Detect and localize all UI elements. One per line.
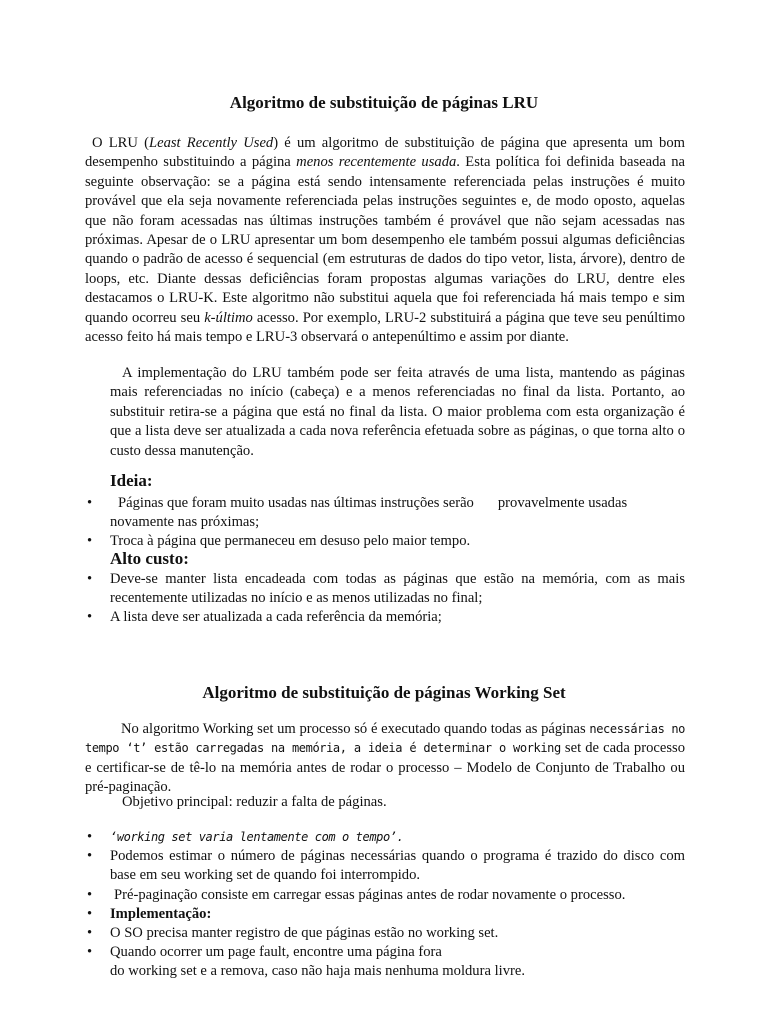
text-run-mono: necessárias no tempo ‘t’ estão carregadas na memória, a ideia é determinar o working	[85, 722, 686, 756]
text-run: ) é um algoritmo de substituição de página que apresenta um bom desempenho substituindo a página	[85, 135, 685, 171]
working-set-list	[85, 828, 685, 982]
term-emphasis: Least Recently Used	[148, 135, 274, 151]
list-item-text: do working set e a remova, caso não haja mais nenhuma moldura livre.	[110, 963, 525, 980]
list-item	[85, 905, 685, 924]
list-item	[85, 494, 685, 532]
text-run: O LRU (	[92, 135, 149, 151]
list-item: • Deve-se manter lista encadeada com todas as páginas que estão na memória, com as mais recentemente utilizadas no início e as menos utilizadas no final;	[85, 570, 685, 608]
list-item: • Troca à página que permaneceu em desuso pelo maior tempo.	[85, 532, 685, 551]
list-item-text: provavelmente usadas novamente nas próximas;	[110, 495, 628, 531]
text-run: set de cada processo e certificar-se de tê-lo na memória antes de rodar o processo – Modelo de Conjunto de Trabalho ou pré-paginação.	[85, 740, 685, 796]
term-emphasis: k-último	[204, 309, 253, 326]
list-item: • A lista deve ser atualizada a cada referência da memória;	[85, 608, 685, 627]
list-item-text: Implementação:	[110, 905, 212, 922]
list-item: • Podemos estimar o número de páginas necessárias quando o programa é trazido do disco com base em seu working set de quando foi interrompido.	[85, 847, 685, 885]
text-run: acesso. Por exemplo, LRU-2 substituirá a página que teve seu penúltimo acesso feito há mais tempo e LRU-3 observará o antepenúltimo e assim por diante.	[85, 309, 685, 346]
alto-custo-heading: Alto custo:	[110, 549, 189, 568]
list-item-text: Páginas que foram muito usadas nas últimas instruções serão	[118, 495, 474, 511]
working-set-paragraph	[85, 720, 685, 798]
objetivo-line: Objetivo principal: reduzir a falta de páginas.	[122, 794, 387, 810]
list-item-text: Pré-paginação consiste em carregar essas páginas antes de rodar novamente o processo.	[114, 886, 626, 903]
lru-intro-paragraph	[85, 134, 685, 347]
text-run: No algoritmo Working set um processo só é executado quando todas as páginas	[121, 721, 590, 737]
list-item: • O SO precisa manter registro de que páginas estão no working set.	[85, 924, 685, 943]
list-item	[85, 828, 685, 847]
ideia-heading: Ideia:	[110, 471, 153, 490]
alto-custo-list	[85, 570, 685, 628]
working-set-title: Algoritmo de substituição de páginas Working Set	[202, 683, 566, 702]
lru-implementation-paragraph: A implementação do LRU também pode ser feita através de uma lista, mantendo as páginas mais referenciadas no início (cabeça) e a menos referenciadas no final da lista. Portanto, ao substituir retira-se a página que está no final da lista. O maior problema com esta organização é que a lista deve ser atualizada a cada nova referência efetuada sobre as páginas, o que torna alto o custo dessa manutenção.	[110, 365, 685, 459]
list-item-text: ‘working set varia lentamente com o tempo’.	[110, 830, 404, 844]
list-item	[85, 886, 685, 905]
lru-title: Algoritmo de substituição de páginas LRU	[229, 93, 539, 112]
text-run: . Esta política foi definida baseada na seguinte observação: se a página está sendo intensamente referenciada pelas instruções é muito provável que ela seja novamente referenciada pelas instruções seguintes e, de modo oposto, aquelas que não foram acessadas nas últimas instruções também é provável que não sejam acessadas nas próximas. Apesar de o LRU apresentar um bom desempenho ele também possui algumas deficiências quando o padrão de acesso é sequencial (em estruturas de dados do tipo vetor, lista, árvore), dentro de loops, etc. Diante dessas deficiências foram propostas algumas variações do LRU, dentre eles destacamos o LRU-K. Este algoritmo não substitui aquela que foi referenciada há mais tempo e sim quando ocorreu seu	[85, 154, 686, 326]
ideia-list	[85, 494, 685, 552]
list-item	[85, 943, 685, 981]
list-item-text: Quando ocorrer um page fault, encontre uma página fora	[110, 944, 442, 961]
term-emphasis: menos recentemente usada	[296, 154, 457, 171]
